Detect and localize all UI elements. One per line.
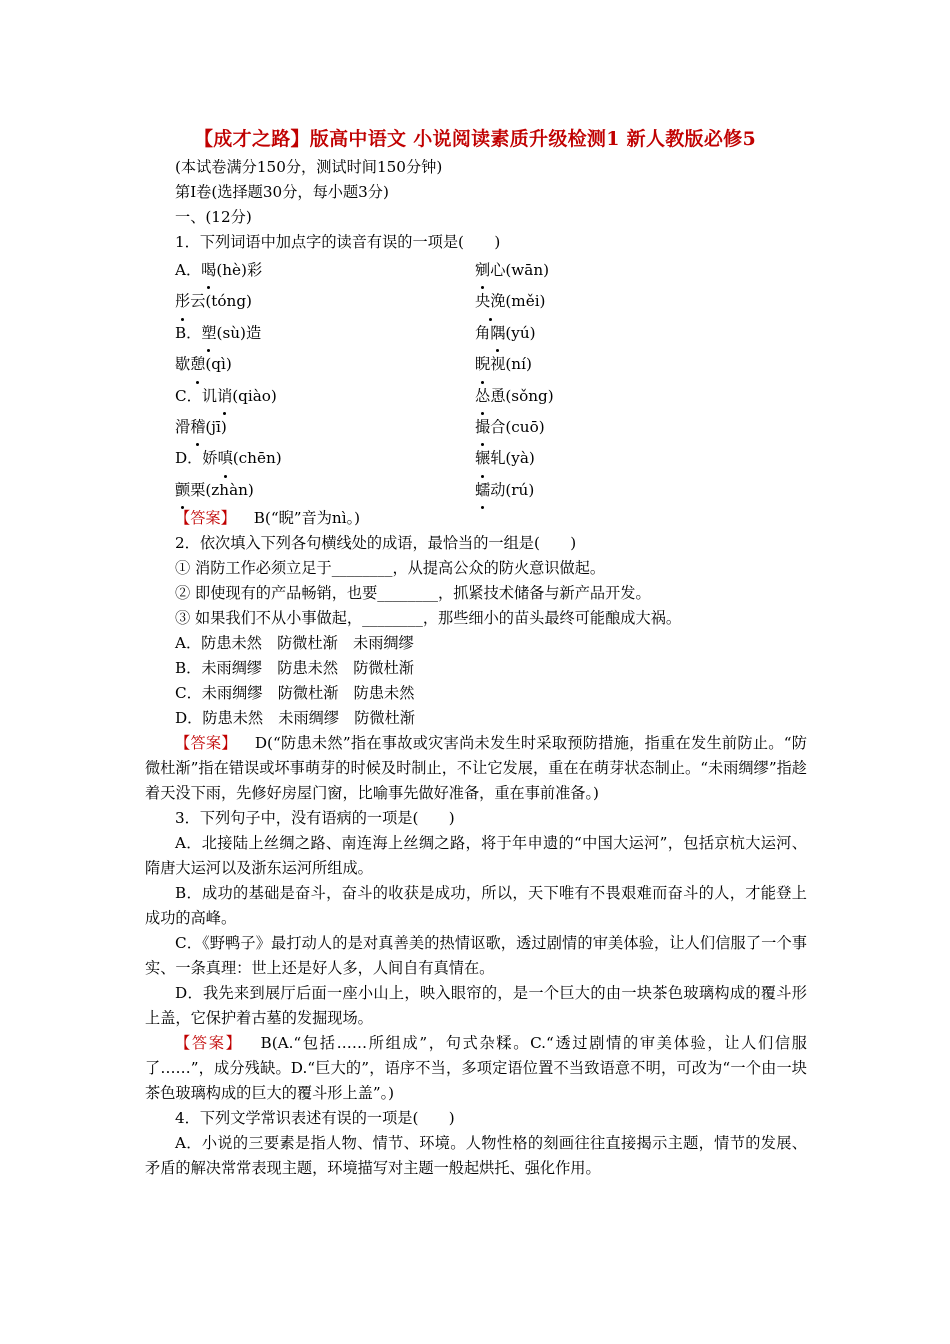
question-2-sentence: ② 即使现有的产品畅销，也要________，抓紧技术储备与新产品开发。	[175, 584, 651, 603]
emphasis-char: 睨	[475, 349, 490, 380]
question-3-stem: 3．下列句子中，没有语病的一项是( )	[175, 809, 455, 828]
emphasis-char: 怂	[475, 381, 490, 412]
question-4-stem: 4．下列文学常识表述有误的一项是( )	[175, 1109, 455, 1128]
answer-label: 【答案】	[175, 1034, 243, 1053]
answer-text: B(“睨”音为nì。)	[253, 509, 361, 528]
emphasis-char: 彤	[175, 286, 190, 317]
question-4-option-a: A．小说的三要素是指人物、情节、环境。人物性格的刻画往往直接揭示主题，情节的发展、矛盾的解决常常表现主题，环境描写对主题一般起烘托、强化作用。	[145, 1134, 807, 1178]
question-2-option: D．防患未然 未雨绸缪 防微杜渐	[175, 709, 415, 728]
question-3-option-a: A．北接陆上丝绸之路、南连海上丝绸之路，将于年申遗的“中国大运河”，包括京杭大运河、隋唐大运河以及浙东运河所组成。	[145, 834, 807, 878]
question-2-option: B．未雨绸缪 防患未然 防微杜渐	[175, 659, 414, 678]
answer-2	[145, 731, 807, 806]
emphasis-char: 隅	[490, 318, 505, 349]
emphasis-char: 央浼	[475, 286, 505, 317]
question-3-option-d: D．我先来到展厅后面一座小山上，映入眼帘的，是一个巨大的由一块茶色玻璃构成的覆斗形上盖，它保护着古墓的发掘现场。	[145, 984, 807, 1028]
emphasis-char: 颤	[175, 475, 190, 506]
option-row: 歇憩(qì) 睨视(ní)	[145, 349, 807, 380]
emphasis-char: 喝	[201, 255, 216, 286]
answer-3	[145, 1031, 807, 1106]
answer-text: D(“防患未然”指在事故或灾害尚未发生时采取预防措施，指重在发生前防止。“防微杜渐”指在错误或坏事萌芽的时候及时制止，不让它发展，重在在萌芽状态制止。“未雨绸缪”指趁着天没下雨，先修好房屋门窗，比喻事先做好准备，重在事前准备。)	[145, 734, 807, 803]
question-2-option: C．未雨绸缪 防微杜渐 防患未然	[175, 684, 415, 703]
option-row: A．喝(hè)彩 剜心(wān)	[145, 255, 807, 286]
option-row: 滑稽(jī) 撮合(cuō)	[145, 412, 807, 443]
answer-text: B(A.“包括……所组成”，句式杂糅。C.“透过剧情的审美体验，让人们信服了……”，成分残缺。D.“巨大的”，语序不当，多项定语位置不当致语意不明，可改为“一个由一块茶色玻璃构成的巨大的覆斗形上盖”。)	[145, 1034, 807, 1103]
section-heading: 第Ⅰ卷(选择题30分，每小题3分)	[175, 183, 389, 201]
emphasis-char: 稽	[190, 412, 205, 443]
answer-label: 【答案】	[175, 734, 237, 753]
score-note: (本试卷满分150分，测试时间150分钟)	[175, 158, 443, 176]
option-row: B．塑(sù)造 角隅(yú)	[145, 318, 807, 349]
emphasis-char: 嗔	[218, 443, 233, 474]
part-heading: 一、(12分)	[175, 208, 252, 226]
emphasis-char: 诮	[217, 381, 232, 412]
question-3-option-b: B．成功的基础是奋斗，奋斗的收获是成功，所以，天下唯有不畏艰难而奋斗的人，才能登上成功的高峰。	[145, 884, 807, 928]
question-2-sentence: ③ 如果我们不从小事做起，________，那些细小的苗头最终可能酿成大祸。	[175, 609, 682, 628]
emphasis-char: 撮	[475, 412, 490, 443]
question-2-option: A．防患未然 防微杜渐 未雨绸缪	[175, 634, 414, 653]
question-2-stem: 2．依次填入下列各句横线处的成语，最恰当的一组是( )	[175, 534, 577, 553]
option-row: C．讥诮(qiào) 怂恿(sǒng)	[145, 381, 807, 412]
answer-label: 【答案】	[175, 509, 236, 528]
option-row: 颤栗(zhàn) 蠕动(rú)	[145, 475, 807, 506]
question-2-sentence: ① 消防工作必须立足于________，从提高公众的防火意识做起。	[175, 559, 606, 578]
question-3-option-c: C．《野鸭子》最打动人的是对真善美的热情讴歌，透过剧情的审美体验，让人们信服了一个事实、一条真理：世上还是好人多，人间自有真情在。	[145, 934, 807, 978]
emphasis-char: 塑	[201, 318, 216, 349]
question-1-stem: 1．下列词语中加点字的读音有误的一项是( )	[175, 233, 501, 251]
emphasis-char: 辗	[475, 443, 490, 474]
page-title: 【成才之路】版高中语文 小说阅读素质升级检测1 新人教版必修5	[194, 128, 756, 150]
emphasis-char: 剜	[475, 255, 490, 286]
question-1-options	[145, 255, 807, 506]
document-body	[145, 155, 807, 1181]
answer-1	[145, 506, 807, 531]
emphasis-char: 蠕	[475, 475, 490, 506]
emphasis-char: 憩	[190, 349, 205, 380]
option-row: 彤云(tóng) 央浼(měi)	[145, 286, 807, 317]
option-row: D．娇嗔(chēn) 辗轧(yà)	[145, 443, 807, 474]
